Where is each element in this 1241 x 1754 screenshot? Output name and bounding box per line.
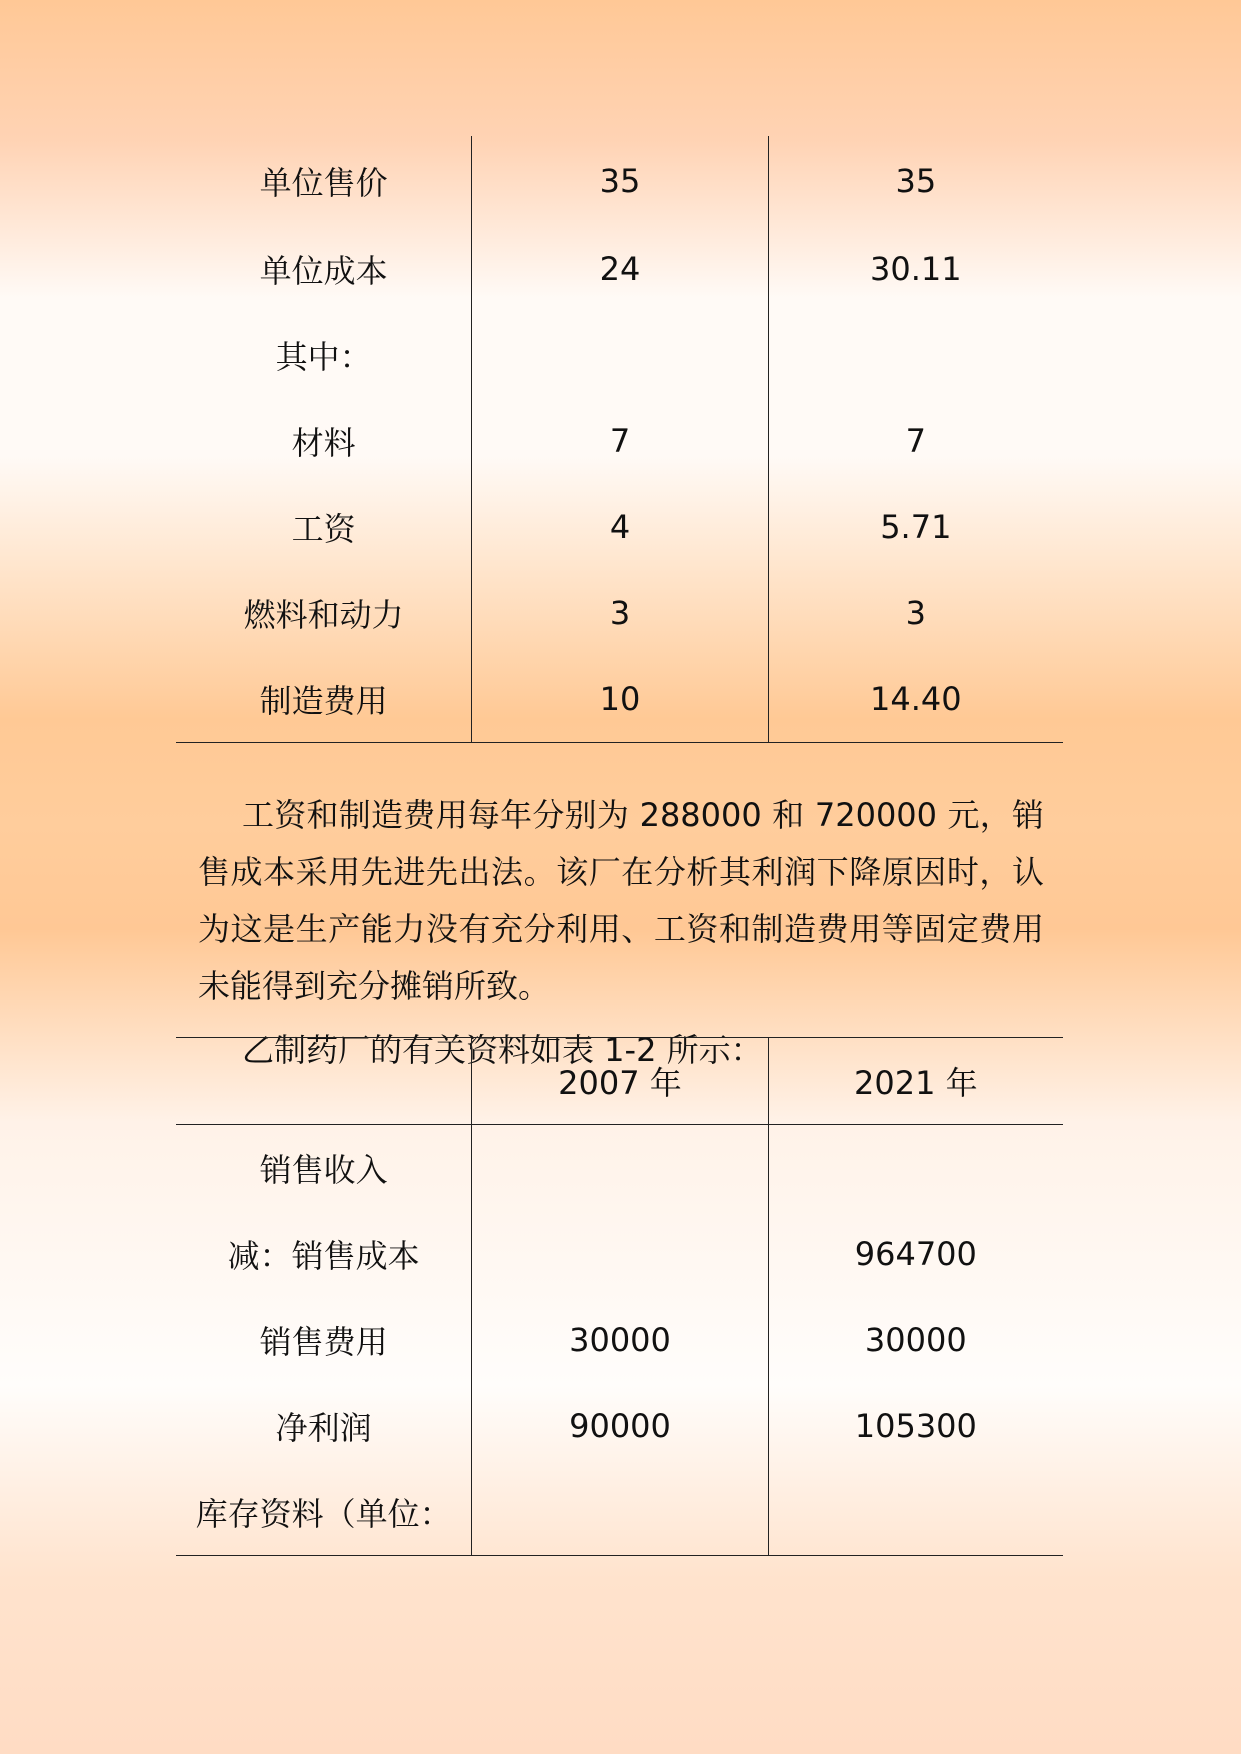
table-intro-paragraph: 乙制药厂的有关资料如表 1-2 所示：	[242, 1031, 763, 1069]
row-label: 工资	[291, 510, 356, 548]
value-2007	[471, 1211, 767, 1297]
table-row	[176, 1211, 1063, 1297]
value-2021: 964700	[768, 1211, 1063, 1297]
value-2007: 7	[471, 398, 767, 484]
value-2007: 4	[471, 484, 767, 570]
header-blank	[176, 1038, 471, 1124]
table-header-row	[176, 1038, 1063, 1125]
table-row	[176, 226, 1063, 312]
value-2021: 35	[768, 136, 1063, 226]
table-row	[176, 1125, 1063, 1211]
table-row	[176, 1297, 1063, 1383]
header-2021: 2021 年	[768, 1038, 1063, 1124]
header-2007: 2007 年	[471, 1038, 767, 1124]
value-2021: 5.71	[768, 484, 1063, 570]
value-2021: 30.11	[768, 226, 1063, 312]
row-label: 制造费用	[259, 682, 388, 720]
income-table	[176, 1037, 1063, 1556]
value-2021: 105300	[768, 1383, 1063, 1469]
table-row	[176, 1383, 1063, 1469]
row-label: 库存资料（单位：	[195, 1495, 452, 1533]
value-2021	[768, 312, 1063, 398]
value-2021: 14.40	[768, 656, 1063, 742]
row-label: 燃料和动力	[243, 596, 404, 634]
table-row	[176, 656, 1063, 742]
table-row	[176, 1469, 1063, 1555]
row-label: 销售费用	[259, 1323, 388, 1361]
value-2007	[471, 1125, 767, 1211]
value-2007: 35	[471, 136, 767, 226]
row-label: 单位售价	[259, 164, 388, 202]
row-label: 减：销售成本	[227, 1237, 420, 1275]
row-label: 净利润	[275, 1409, 372, 1447]
table-row	[176, 484, 1063, 570]
table-row	[176, 312, 1063, 398]
table-row	[176, 136, 1063, 226]
value-2007	[471, 312, 767, 398]
body-paragraph: 工资和制造费用每年分别为 288000 和 720000 元，销售成本采用先进先出法。该厂在分析其利润下降原因时，认为这是生产能力没有充分利用、工资和制造费用等固定费用未能得到充分摊销所致。	[198, 796, 1044, 1005]
value-2007: 90000	[471, 1383, 767, 1469]
value-2007: 10	[471, 656, 767, 742]
row-label: 其中：	[275, 338, 372, 376]
row-label: 销售收入	[259, 1151, 388, 1189]
value-2007: 30000	[471, 1297, 767, 1383]
value-2021: 7	[768, 398, 1063, 484]
cost-table	[176, 136, 1063, 743]
value-2007	[471, 1469, 767, 1555]
value-2007: 3	[471, 570, 767, 656]
table-row	[176, 570, 1063, 656]
value-2021: 3	[768, 570, 1063, 656]
value-2021	[768, 1469, 1063, 1555]
table-row	[176, 398, 1063, 484]
row-label: 材料	[291, 424, 356, 462]
row-label: 单位成本	[259, 252, 388, 290]
value-2021: 30000	[768, 1297, 1063, 1383]
value-2021	[768, 1125, 1063, 1211]
value-2007: 24	[471, 226, 767, 312]
